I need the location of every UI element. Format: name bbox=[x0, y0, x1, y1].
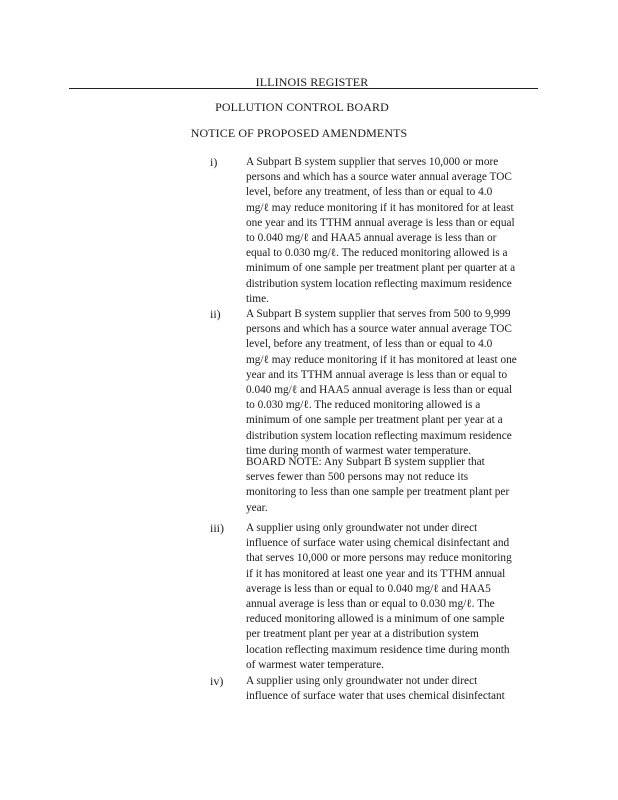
text-line: persons and which has a source water annual average TOC bbox=[246, 171, 512, 184]
paragraph-text bbox=[246, 674, 536, 704]
paragraph-marker: i) bbox=[210, 155, 218, 169]
register-title: ILLINOIS REGISTER bbox=[255, 75, 369, 89]
text-line: influence of surface water that uses chemical disinfectant bbox=[246, 690, 505, 703]
paragraph-marker: ii) bbox=[210, 307, 221, 321]
text-line: year. bbox=[246, 501, 268, 514]
text-line: location reflecting maximum residence time during month bbox=[246, 643, 510, 656]
text-line: to 0.040 mg/ℓ and HAA5 annual average is less than or bbox=[246, 232, 497, 245]
text-line: time during month of warmest water temperature. bbox=[246, 444, 471, 457]
paragraph-text bbox=[246, 155, 536, 307]
text-line: A Subpart B system supplier that serves from 500 to 9,999 bbox=[246, 308, 511, 320]
text-line: BOARD NOTE: Any Subpart B system supplier that bbox=[246, 456, 485, 468]
text-line: equal to 0.030 mg/ℓ. The reduced monitoring allowed is a bbox=[246, 247, 508, 260]
board-note-text bbox=[246, 455, 536, 516]
text-line: one year and its TTHM annual average is less than or equal bbox=[246, 216, 515, 229]
text-line: minimum of one sample per treatment plant per year at a bbox=[246, 414, 503, 427]
text-line: monitoring to less than one sample per treatment plant per bbox=[246, 486, 510, 499]
text-line: that serves 10,000 or more persons may reduce monitoring bbox=[246, 552, 512, 565]
paragraph-text bbox=[246, 521, 536, 673]
text-line: level, before any treatment, of less than or equal to 4.0 bbox=[246, 338, 493, 351]
paragraph-marker: iii) bbox=[210, 521, 224, 535]
text-line: distribution system location reflecting maximum residence bbox=[246, 429, 512, 442]
text-line: influence of surface water using chemical disinfectant and bbox=[246, 537, 510, 550]
text-line: A supplier using only groundwater not under direct bbox=[246, 522, 478, 534]
text-line: of warmest water temperature. bbox=[246, 658, 385, 671]
text-line: mg/ℓ may reduce monitoring if it has monitored at least one bbox=[246, 353, 517, 366]
text-line: if it has monitored at least one year and its TTHM annual bbox=[246, 567, 506, 580]
notice-title: NOTICE OF PROPOSED AMENDMENTS bbox=[190, 126, 408, 140]
paragraph-text bbox=[246, 307, 536, 459]
text-line: distribution system location reflecting maximum residence bbox=[246, 277, 512, 290]
text-line: time. bbox=[246, 292, 269, 305]
text-line: per treatment plant per year at a distribution system bbox=[246, 628, 479, 641]
text-line: annual average is less than or equal to 0.030 mg/ℓ. The bbox=[246, 598, 495, 611]
text-line: average is less than or equal to 0.040 mg/ℓ and HAA5 bbox=[246, 582, 491, 595]
text-line: year and its TTHM annual average is less than or equal to bbox=[246, 368, 508, 381]
text-line: level, before any treatment, of less than or equal to 4.0 bbox=[246, 186, 493, 199]
text-line: A Subpart B system supplier that serves 10,000 or more bbox=[246, 156, 499, 168]
text-line: to 0.030 mg/ℓ. The reduced monitoring allowed is a bbox=[246, 399, 481, 412]
text-line: minimum of one sample per treatment plant per quarter at a bbox=[246, 262, 516, 275]
text-line: serves fewer than 500 persons may not reduce its bbox=[246, 471, 469, 484]
board-title: POLLUTION CONTROL BOARD bbox=[215, 100, 389, 114]
text-line: reduced monitoring allowed is a minimum of one sample bbox=[246, 613, 505, 626]
text-line: 0.040 mg/ℓ and HAA5 annual average is less than or equal bbox=[246, 384, 513, 397]
paragraph-marker: iv) bbox=[210, 674, 224, 688]
text-line: A supplier using only groundwater not under direct bbox=[246, 675, 478, 687]
text-line: mg/ℓ may reduce monitoring if it has monitored for at least bbox=[246, 201, 514, 214]
text-line: persons and which has a source water annual average TOC bbox=[246, 323, 512, 336]
